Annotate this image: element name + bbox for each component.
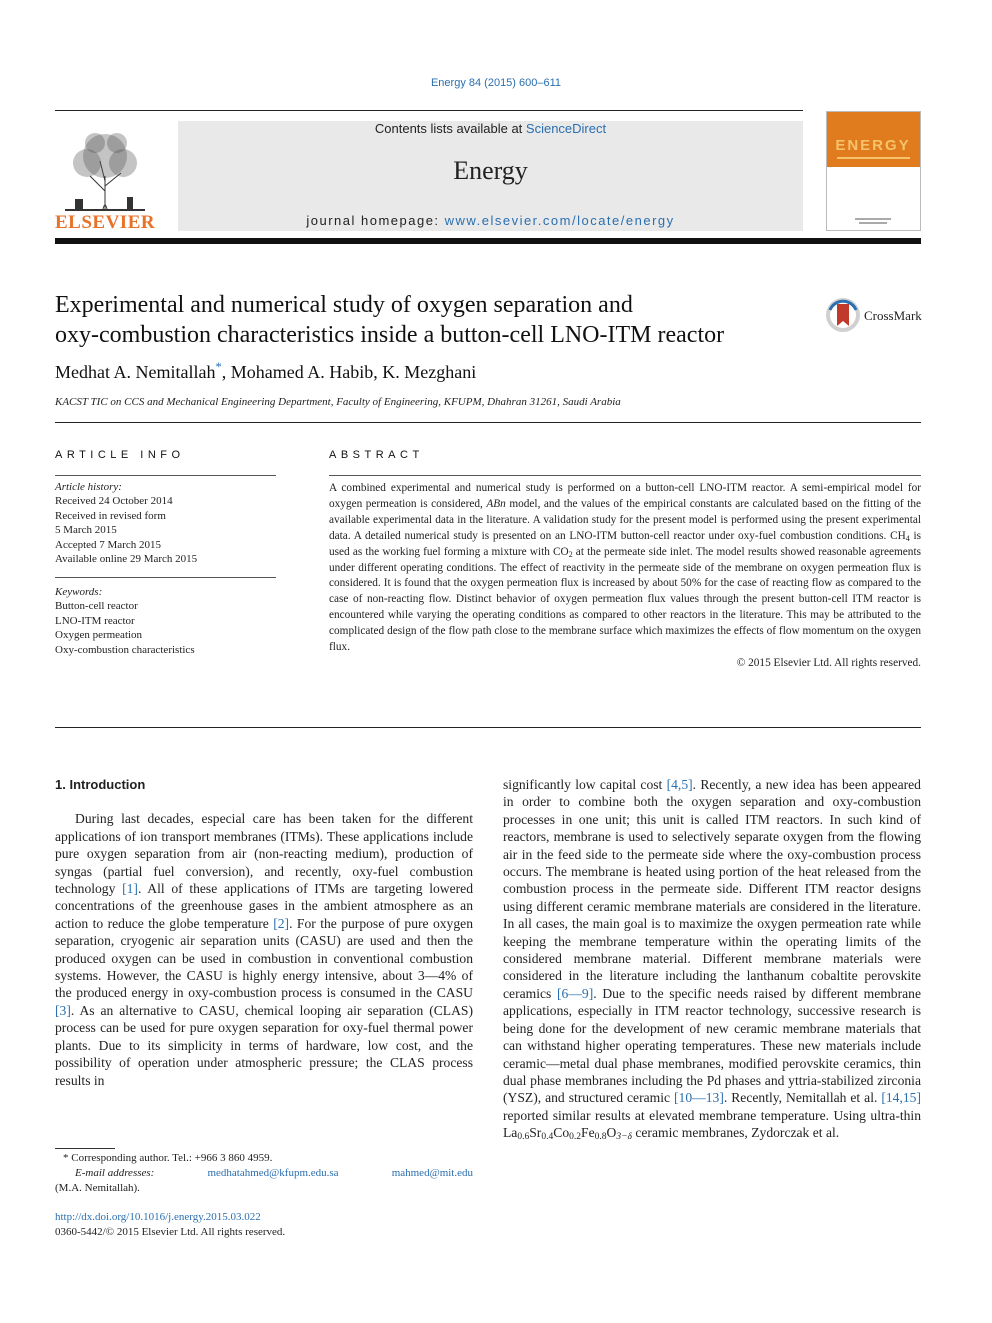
article-history: Article history: Received 24 October 2014 Received in revised form 5 March 2015 Accepted 7 March 2015 Available online 29 March 2015 [55,481,198,566]
cover-title-text: ENERGY [835,137,911,154]
crossmark-label: CrossMark [864,308,922,323]
email-link[interactable]: medhatahmed@kfupm.edu.sa [207,1167,339,1179]
body-column-left [55,776,473,1089]
section-rule [55,422,921,423]
reference-link[interactable]: [4,5] [666,777,693,792]
abstract-copyright: © 2015 Elsevier Ltd. All rights reserved. [736,656,921,669]
header-thick-rule [55,238,921,244]
homepage-line: journal homepage: www.elsevier.com/locate/energy [306,213,675,228]
contents-line: Contents lists available at ScienceDirect [374,121,607,136]
article-info-rule-2 [55,577,276,578]
affiliation: KACST TIC on CCS and Mechanical Engineering Department, Faculty of Engineering, KFUPM, Dhahran 31261, Saudi Arabia [55,396,621,408]
reference-link[interactable]: [6—9] [557,985,594,1001]
journal-citation[interactable]: Energy 84 (2015) 600–611 [430,77,562,89]
footnote: * Corresponding author. Tel.: +966 3 860 4959. E-mail addresses: medhatahmed@kfupm.edu.sa mahmed@mit.edu (M.A. Nemitallah). [55,1152,473,1194]
corresponding-author-mark[interactable]: * [215,360,222,374]
abstract-rule [329,475,921,476]
keyword: Button-cell reactor [55,600,138,613]
article-info-heading: ARTICLE INFO [55,449,185,461]
homepage-link[interactable]: www.elsevier.com/locate/energy [444,213,675,228]
body-column-right [503,776,921,1142]
article-title: Experimental and numerical study of oxygen separation and oxy-combustion characteristics inside a button-cell LNO-ITM reactor [55,292,725,348]
issn-line: 0360-5442/© 2015 Elsevier Ltd. All rights reserved. [55,1226,286,1238]
reference-link[interactable]: [10—13] [674,1090,724,1106]
keywords: Keywords: Button-cell reactor LNO-ITM reactor Oxygen permeation Oxy-combustion characteristics [55,585,276,657]
keyword: Oxygen permeation [55,629,143,642]
journal-cover-thumbnail[interactable] [826,111,921,231]
paragraph: During last decades, especial care has been taken for the different applications of ion transport membranes (ITMs). These applications include pure oxygen separation from air (non-reacting medium), production of syngas (partial fuel conversion), and recently, oxy-fuel combustion technology [1]. All of these applications of ITMs are targeting lowered concentrations of the greenhouse gases in the ambient atmosphere as an action to reduce the globe temperature [2]. For the purpose of pure oxygen separation, cryogenic air separation units (CASU) are used and then the produced oxygen can be used in combustion in conventional combustion systems. However, the CASU is highly energy intensive, about 3—4% of the produced energy in oxy-combustion process is consumed in the CASU [3]. As an alternative to CASU, chemical looping air separation (CLAS) process can be used for pure oxygen separation for oxy-fuel thermal power plants. Due to its simplicity in terms of hardware, low cost, and the possibility of operation under atmospheric pressure; the CLAS process results in [55,811,473,1088]
paragraph: significantly low capital cost [4,5]. Recently, a new idea has been appeared in order to combine both the oxygen separation and oxy-combustion processes in one unit; this unit is called ITM reactors. In such kind of reactors, membrane is used to selectively separate oxygen from the flowing air in the feed side to the permeate side where the oxy-combustion process occurs. The membrane is heated using portion of the heat released from the combustion process in the permeate side. Different ITM reactor designs using different ceramic membrane materials are considered in the literature. In all cases, the main goal is to maximize the oxygen permeation rate while keeping the membrane temperature within the operating limits of the considered membrane material. Different membrane materials were considered in the literature including the lanthanum cobaltite perovskite ceramics [6—9]. Due to the specific needs raised by different membrane applications, especially in ITM reactor technology, successive research is being done for the development of new ceramic membrane materials that can withstand higher operating temperatures. These new materials include ceramic—metal dual phase membranes, modified perovskite ceramics, thin dual phase membranes including the Pd phases and yttria-stabilized zirconia (YSZ), and structured ceramic [10—13]. Recently, Nemitallah et al. [14,15] reported similar results at elevated membrane temperature. Using ultra-thin $La_{0.6}Sr_{0.4}Co_{0.2}Fe_{0.8}O_{3-\delta}$ ceramic membranes, Zydorczak et al. [503,777,921,1143]
journal-title: Energy [453,156,528,185]
abstract-bottom-rule [55,727,921,728]
reference-link[interactable]: [1] [122,881,138,897]
sciencedirect-link[interactable]: ScienceDirect [525,121,607,136]
keyword: Oxy-combustion characteristics [55,643,195,656]
abstract-heading: ABSTRACT [329,449,424,461]
reference-link[interactable]: [2] [273,915,290,931]
header-rule [55,110,803,111]
abstract-text: A combined experimental and numerical study is performed on a button-cell LNO-ITM reactor. A semi-empirical model for oxygen permeation is considered, ABn model, and the values of the empirical constants are calculated based on the fitting of the available experimental data in the literature. A validation study for the present model is performed using the present experimental data. A detailed numerical study is presented on an LNO-ITM button-cell reactor under oxy-fuel combustion conditions. $CH_4$ is used as the working fuel forming a mixture with $CO_2$ at the permeate side inlet. The model results showed reasonable agreements under different operating conditions. The effect of reactivity in the permeate side of the membrane on oxygen permeation flux is considered. It is found that the oxygen permeation flux is increased by about 50% for the case of reacting flow as compared to the case of non-reacting flow. Distinct behavior of oxygen permeation flux values through the present button-cell ITM reactor is encountered while varying the operating conditions as compared to other reactors in the literature. This may be attributed to the complicated design of the flow path close to the membrane surface which maximizes the effects of flow momentum on the oxygen flux. © 2015 Elsevier Ltd. All rights reserved. [329,481,921,672]
reference-link[interactable]: [14,15] [881,1090,921,1106]
crossmark-badge[interactable] [824,296,924,336]
article-info-rule [55,475,276,476]
reference-link[interactable]: [3] [55,1002,71,1018]
cover-image-icon [827,112,920,230]
footnote-rule [55,1148,115,1149]
keyword: LNO-ITM reactor [55,614,135,627]
email-link[interactable]: mahmed@mit.edu [391,1167,473,1179]
author-list: Medhat A. Nemitallah*, Mohamed A. Habib, K. Mezghani [55,360,477,382]
elsevier-wordmark: ELSEVIER [55,212,156,233]
section-heading-introduction: 1. Introduction [55,777,146,792]
doi-link[interactable]: http://dx.doi.org/10.1016/j.energy.2015.03.022 [55,1211,261,1223]
